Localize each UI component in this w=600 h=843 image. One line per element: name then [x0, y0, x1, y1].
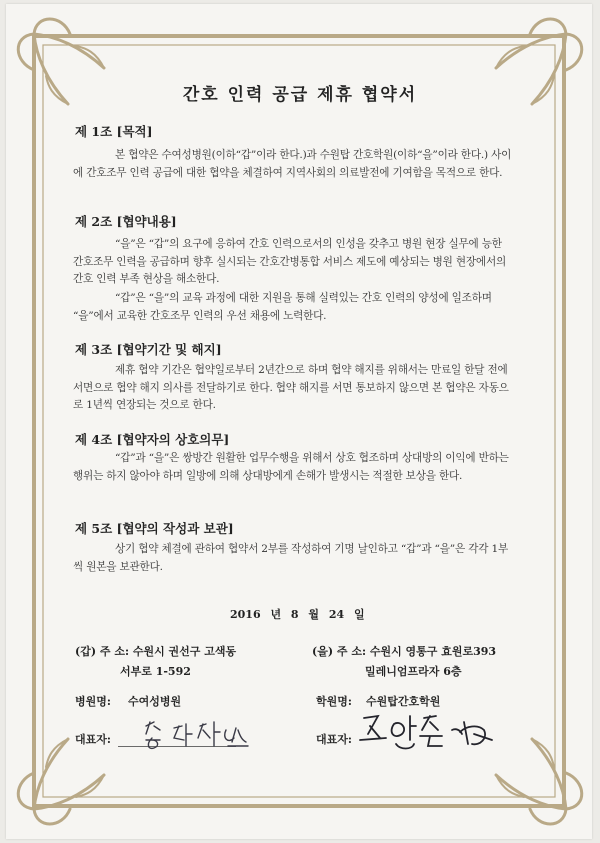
party-a-address-line1: (갑) 주 소: 수원시 권선구 고색동 — [75, 645, 237, 658]
article-5-paragraph: 상기 협약 체결에 관하여 협약서 2부를 작성하여 기명 날인하고 “갑”과 “을”은 각각 1부씩 원본을 보관한다. — [73, 543, 509, 573]
party-b-address-line2: 밀레니엄프라자 6층 — [365, 665, 462, 678]
party-b-address-line1: (을) 주 소: 수원시 영통구 효원로393 — [312, 645, 497, 658]
document-title: 간호 인력 공급 제휴 협약서 — [182, 85, 418, 105]
article-2-paragraph-1: “을”은 “갑”의 요구에 응하여 간호 인력으로서의 인성을 갖추고 병원 현장 실무에 능한 간호조무 인력을 공급하며 향후 실시되는 간호간병통합 서비스 제도에 예상되는 병원 현장에서의 간호 인력 부족 현상을 해소한다. — [73, 238, 507, 285]
party-a-name: 수여성병원 — [128, 695, 182, 708]
party-b-name-label: 학원명: — [316, 695, 352, 708]
article-1-heading: 제 1조 [목적] — [75, 124, 153, 139]
article-1-paragraph: 본 협약은 수여성병원(이하“갑”이라 한다.)과 수원탑 간호학원(이하“을”이라 한다.) 사이에 간호조무 인력 공급에 대한 협약을 체결하여 지역사회의 의료발전에 기여함을 목적으로 한다. — [73, 149, 512, 179]
article-3-heading: 제 3조 [협약기간 및 해지] — [75, 342, 222, 357]
party-a-address-line2: 서부로 1-592 — [120, 665, 191, 678]
article-2-paragraph-2: “갑”은 “을”의 교육 과정에 대한 지원을 통해 실력있는 간호 인력의 양성에 일조하며 “을”에서 교육한 간호조무 인력의 우선 채용에 노력한다. — [73, 292, 492, 322]
party-a-signature — [124, 716, 274, 756]
party-a-name-label: 병원명: — [75, 695, 111, 708]
article-4-paragraph: “갑”과 “을”은 쌍방간 원활한 업무수행을 위해서 상호 협조하며 상대방의 이익에 반하는 행위는 하지 않아야 하며 일방에 의해 상대방에게 손해가 발생시는 적절한 보상을 한다. — [73, 452, 509, 482]
article-2-heading: 제 2조 [협약내용] — [75, 214, 177, 229]
article-5-heading: 제 5조 [협약의 작성과 보관] — [75, 521, 234, 536]
party-a-rep-label: 대표자: — [75, 733, 111, 746]
party-b-signature — [356, 704, 506, 756]
party-b-rep-label: 대표자: — [316, 733, 352, 746]
article-3-paragraph: 제휴 협약 기간은 협약일로부터 2년간으로 하며 협약 해지를 위해서는 만료일 한달 전에 서면으로 협약 해지 의사를 전달하기로 한다. 협약 해지를 서면 통보하지 않으면 본 협약은 자동으로 1년씩 연장되는 것으로 한다. — [73, 364, 509, 411]
contract-date: 2016 년 8 월 24 일 — [230, 608, 365, 621]
party-b-name: 수원탑간호학원 — [366, 695, 441, 708]
article-4-heading: 제 4조 [협약자의 상호의무] — [75, 432, 230, 447]
